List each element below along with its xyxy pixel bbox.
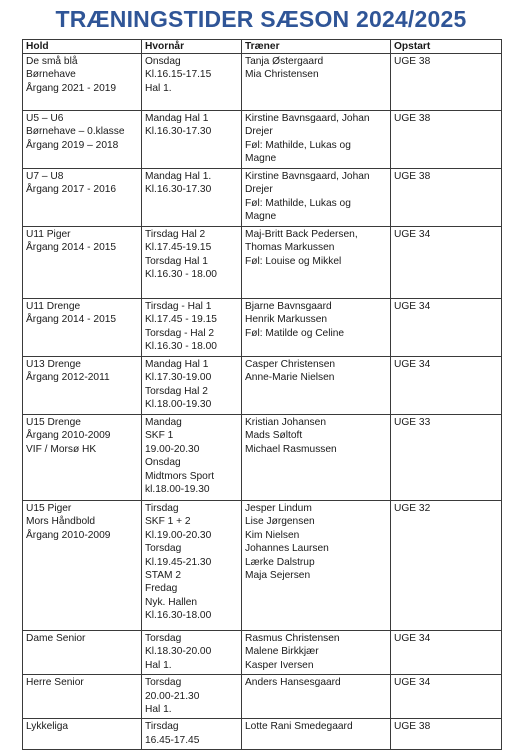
cell-hold [23,169,142,227]
cell-traener [242,501,391,631]
cell-hvornaar [142,169,242,227]
cell-hvornaar [142,299,242,357]
cell-line: Maja Sejersen [245,570,311,582]
cell-line: UGE 34 [394,301,431,312]
cell-hold [23,415,142,501]
cell-traener [242,719,391,750]
cell-line: Kl.16.30-17.30 [145,126,212,138]
cell-line: Nyk. Hallen [145,596,198,608]
cell-hold [23,631,142,675]
cell-line: Føl: Mathilde, Lukas og [245,139,351,151]
cell-line: Johannes Laursen [245,543,329,555]
cell-line: Kl.17.45-19.15 [145,242,212,254]
cell-opstart [391,501,502,631]
cell-line: U15 Piger [26,503,72,514]
cell-line: Kristian Johansen [245,417,326,428]
cell-line: Kim Nielsen [245,529,300,541]
cell-line: Torsdag [145,543,182,555]
cell-line: Maj-Britt Back Pedersen, [245,229,358,240]
cell-line: U5 – U6 [26,113,64,124]
cell-line: SKF 1 + 2 [145,516,191,528]
cell-line: UGE 33 [394,417,431,428]
cell-hvornaar [142,501,242,631]
cell-line: Kirstine Bavnsgaard, Johan [245,171,370,182]
cell-line: Magne [245,211,277,223]
table-row [23,415,502,501]
cell-line: Tanja Østergaard [245,56,324,67]
cell-line: 20.00-21.30 [145,690,200,702]
cell-line: UGE 38 [394,113,431,124]
cell-line: Mads Søltoft [245,430,303,442]
cell-line: Årgang 2014 - 2015 [26,242,117,254]
cell-traener [242,169,391,227]
cell-line: Børnehave – 0.klasse [26,126,125,138]
cell-opstart [391,719,502,750]
cell-line: Kl.16.30 - 18.00 [145,269,217,281]
cell-line: Hal 1. [145,82,172,94]
cell-line: Årgang 2021 - 2019 [26,82,117,94]
cell-line: U7 – U8 [26,171,64,182]
cell-traener [242,227,391,299]
table-row [23,675,502,719]
cell-hvornaar [142,719,242,750]
cell-opstart [391,54,502,111]
cell-line: Herre Senior [26,677,84,689]
cell-opstart [391,169,502,227]
cell-line: Årgang 2019 – 2018 [26,139,119,151]
cell-traener [242,299,391,357]
cell-line: Årgang 2012-2011 [26,372,110,384]
cell-traener [242,54,391,111]
cell-traener [242,631,391,675]
cell-opstart [391,631,502,675]
cell-line: Drejer [245,126,273,138]
cell-line: UGE 38 [394,171,431,182]
cell-line: Magne [245,153,277,165]
cell-line: Kl.19.45-21.30 [145,556,212,568]
cell-line: Jesper Lindum [245,503,312,514]
cell-line: Kl.17.30-19.00 [145,372,212,384]
cell-line: Henrik Markussen [245,314,328,326]
cell-line: UGE 34 [394,677,431,689]
cell-line: Kl.17.45 - 19.15 [145,314,217,326]
cell-hvornaar [142,357,242,415]
cell-line: Lise Jørgensen [245,516,315,528]
cell-line: Onsdag [145,457,181,469]
header-traener: Træner [242,40,391,54]
table-row [23,631,502,675]
table-body [23,54,502,750]
table-row [23,111,502,169]
cell-line: Drejer [245,184,273,196]
header-hold: Hold [23,40,142,54]
cell-line: 16.45-17.45 [145,734,200,746]
cell-hvornaar [142,111,242,169]
cell-opstart [391,299,502,357]
page-title: TRÆNINGSTIDER SÆSON 2024/2025 [55,6,467,32]
cell-line: Mandag [145,417,182,428]
cell-hold [23,501,142,631]
table-row [23,501,502,631]
table-row [23,169,502,227]
cell-line: UGE 32 [394,503,431,514]
cell-traener [242,111,391,169]
cell-line: Dame Senior [26,633,86,644]
cell-line: Torsdag Hal 1 [145,255,208,267]
cell-line: Tirsdag - Hal 1 [145,301,212,312]
cell-line: Fredag [145,583,178,595]
cell-line: Mandag Hal 1. [145,171,212,182]
cell-line: Torsdag [145,633,182,644]
cell-line: Kl.18.30-20.00 [145,646,212,658]
cell-line: Rasmus Christensen [245,633,340,644]
cell-line: Kl.19.00-20.30 [145,529,212,541]
cell-line: Mors Håndbold [26,516,96,528]
cell-line: U11 Piger [26,229,71,240]
cell-line: Anne-Marie Nielsen [245,372,335,384]
cell-line: Onsdag [145,56,181,67]
table-row [23,54,502,111]
cell-line: SKF 1 [145,430,174,442]
cell-hvornaar [142,675,242,719]
cell-line: U15 Drenge [26,417,81,428]
cell-line: Kasper Iversen [245,659,314,671]
cell-hold [23,111,142,169]
table-row [23,299,502,357]
cell-line: Anders Hansesgaard [245,677,341,689]
cell-line: Mandag Hal 1 [145,359,209,370]
cell-line: Årgang 2014 - 2015 [26,314,117,326]
cell-line: UGE 38 [394,721,431,733]
cell-line: Tirsdag Hal 2 [145,229,206,240]
cell-opstart [391,675,502,719]
cell-line: De små blå [26,56,78,67]
cell-hold [23,227,142,299]
cell-line: UGE 34 [394,633,431,644]
cell-opstart [391,415,502,501]
cell-line: Mandag Hal 1 [145,113,209,124]
cell-line: Lykkeliga [26,721,69,733]
cell-line: Midtmors Sport [145,470,215,482]
cell-hvornaar [142,631,242,675]
cell-traener [242,415,391,501]
cell-line: Kl.16.30-17.30 [145,184,212,196]
cell-line: Tirsdag [145,721,179,733]
cell-traener [242,675,391,719]
cell-line: UGE 38 [394,56,431,67]
cell-line: Føl: Louise og Mikkel [245,255,342,267]
cell-line: Torsdag [145,677,182,689]
cell-line: Føl: Matilde og Celine [245,327,345,339]
cell-line: Mia Christensen [245,69,319,81]
cell-line: Kirstine Bavnsgaard, Johan [245,113,370,124]
cell-line: Hal 1. [145,704,172,716]
cell-line: VIF / Morsø HK [26,443,97,455]
header-hvornaar: Hvornår [142,40,242,54]
cell-line: Casper Christensen [245,359,336,370]
cell-line: Tirsdag [145,503,179,514]
cell-line: Torsdag Hal 2 [145,385,208,397]
cell-line: Michael Rasmussen [245,443,337,455]
table-header-row [23,40,502,54]
cell-opstart [391,111,502,169]
table-row [23,357,502,415]
cell-line: Børnehave [26,69,76,81]
cell-line: Hal 1. [145,659,172,671]
cell-line: 19.00-20.30 [145,443,200,455]
schedule-table [22,39,502,750]
cell-line: Årgang 2010-2009 [26,430,111,442]
cell-hold [23,299,142,357]
cell-hold [23,357,142,415]
table-row [23,227,502,299]
cell-line: STAM 2 [145,570,182,582]
cell-line: UGE 34 [394,359,431,370]
cell-line: Bjarne Bavnsgaard [245,301,332,312]
cell-line: Lotte Rani Smedegaard [245,721,353,733]
cell-hvornaar [142,54,242,111]
cell-line: kl.18.00-19.30 [145,484,210,496]
cell-line: Årgang 2017 - 2016 [26,184,117,196]
cell-traener [242,357,391,415]
cell-line: U11 Drenge [26,301,81,312]
header-opstart: Opstart [391,40,502,54]
cell-opstart [391,357,502,415]
cell-line: Torsdag - Hal 2 [145,327,215,339]
cell-line: Malene Birkkjær [245,646,319,658]
cell-line: Årgang 2010-2009 [26,529,111,541]
cell-hold [23,719,142,750]
cell-line: Kl.16.30-18.00 [145,610,212,622]
cell-opstart [391,227,502,299]
cell-hvornaar [142,227,242,299]
cell-hold [23,54,142,111]
cell-hvornaar [142,415,242,501]
cell-line: Kl.16.15-17.15 [145,69,212,81]
cell-line: UGE 34 [394,229,431,240]
cell-line: Kl.18.00-19.30 [145,399,212,411]
cell-hold [23,675,142,719]
cell-line: Lærke Dalstrup [245,556,315,568]
cell-line: Føl: Mathilde, Lukas og [245,197,351,209]
table-row [23,719,502,750]
cell-line: Kl.16.30 - 18.00 [145,341,217,353]
cell-line: Thomas Markussen [245,242,335,254]
cell-line: U13 Drenge [26,359,81,370]
